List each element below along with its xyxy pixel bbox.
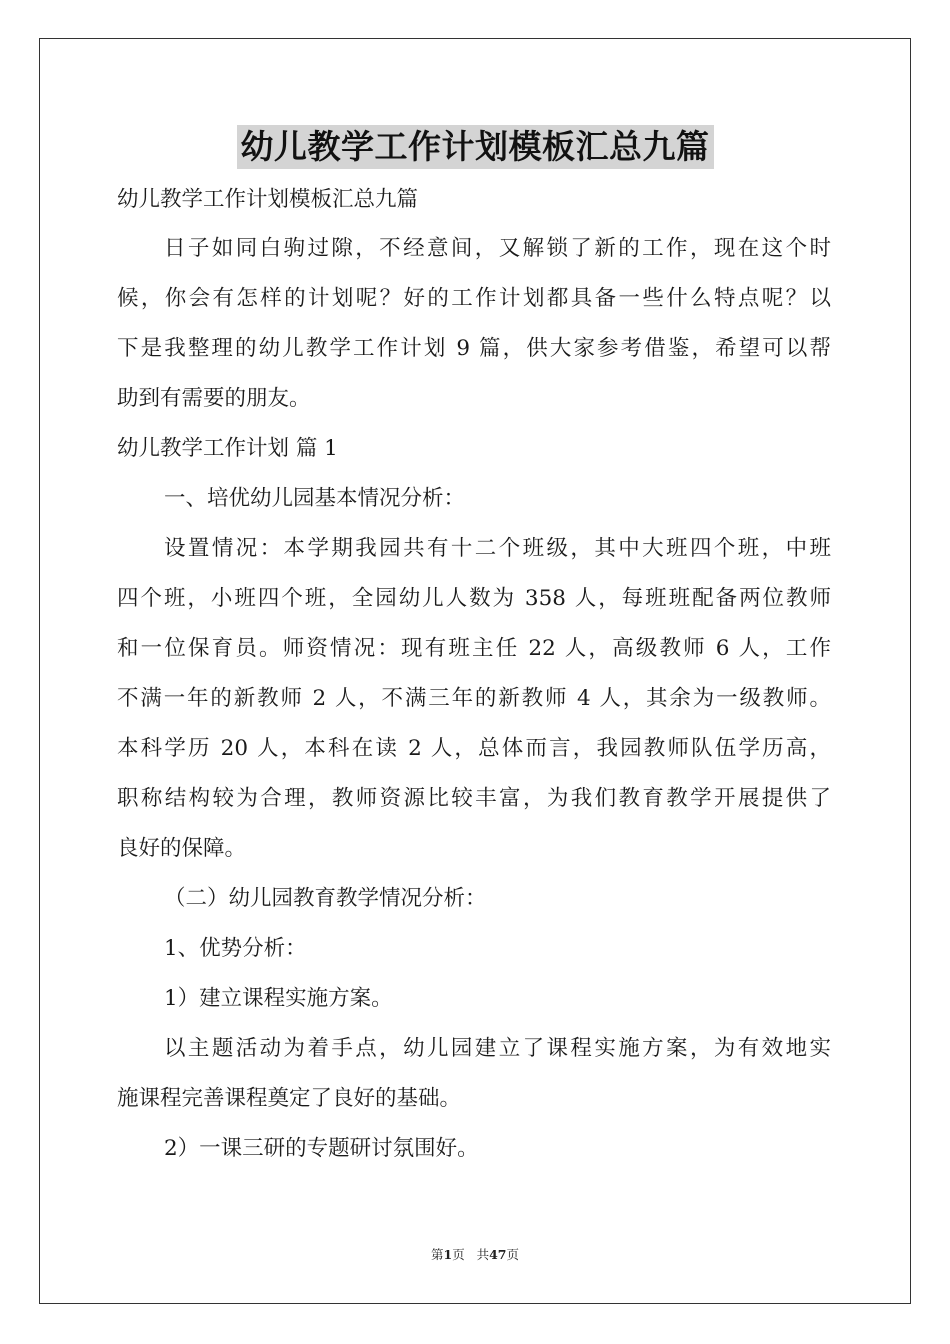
list-item: 1）建立课程实施方案。 — [164, 986, 393, 1011]
subtitle-line: 幼儿教学工作计划模板汇总九篇 — [117, 187, 419, 212]
document-title: 幼儿教学工作计划模板汇总九篇 — [237, 125, 714, 169]
paragraph-line: 四个班，小班四个班，全园幼儿人数为 358 人，每班班配备两位教师 — [117, 586, 831, 611]
paragraph-line: 施课程完善课程奠定了良好的基础。 — [117, 1086, 462, 1111]
paragraph-line: 不满一年的新教师 2 人，不满三年的新教师 4 人，其余为一级教师。 — [117, 686, 831, 711]
paragraph-line: 下是我整理的幼儿教学工作计划 9 篇，供大家参考借鉴，希望可以帮 — [117, 336, 831, 361]
paragraph-line: 设置情况：本学期我园共有十二个班级，其中大班四个班，中班 — [164, 536, 831, 561]
title-container — [0, 125, 950, 169]
list-heading: 1、优势分析： — [164, 936, 307, 961]
footer-total-pages: 47 — [489, 1247, 507, 1262]
footer-page-number: 1 — [443, 1247, 453, 1262]
paragraph-line: 职称结构较为合理，教师资源比较丰富，为我们教育教学开展提供了 — [117, 786, 831, 811]
paragraph-line: 候，你会有怎样的计划呢？好的工作计划都具备一些什么特点呢？以 — [117, 286, 831, 311]
footer-prefix: 第 — [430, 1247, 444, 1262]
footer-suffix: 页 — [506, 1247, 520, 1262]
paragraph-line: 助到有需要的朋友。 — [117, 386, 311, 411]
section-heading: 幼儿教学工作计划 篇 1 — [117, 436, 338, 461]
footer-middle: 页 共 — [452, 1247, 490, 1262]
subsection-heading: （二）幼儿园教育教学情况分析： — [164, 886, 487, 911]
paragraph-line: 和一位保育员。师资情况：现有班主任 22 人，高级教师 6 人，工作 — [117, 636, 831, 661]
paragraph-line: 本科学历 20 人，本科在读 2 人，总体而言，我园教师队伍学历高， — [117, 736, 831, 761]
paragraph-line: 日子如同白驹过隙，不经意间，又解锁了新的工作，现在这个时 — [164, 236, 831, 261]
paragraph-line: 良好的保障。 — [117, 836, 247, 861]
subsection-heading: 一、培优幼儿园基本情况分析： — [164, 486, 466, 511]
paragraph-line: 以主题活动为着手点，幼儿园建立了课程实施方案，为有效地实 — [164, 1036, 831, 1061]
page-border — [39, 38, 911, 1304]
page-footer — [0, 1245, 950, 1263]
list-item: 2）一课三研的专题研讨氛围好。 — [164, 1136, 479, 1161]
